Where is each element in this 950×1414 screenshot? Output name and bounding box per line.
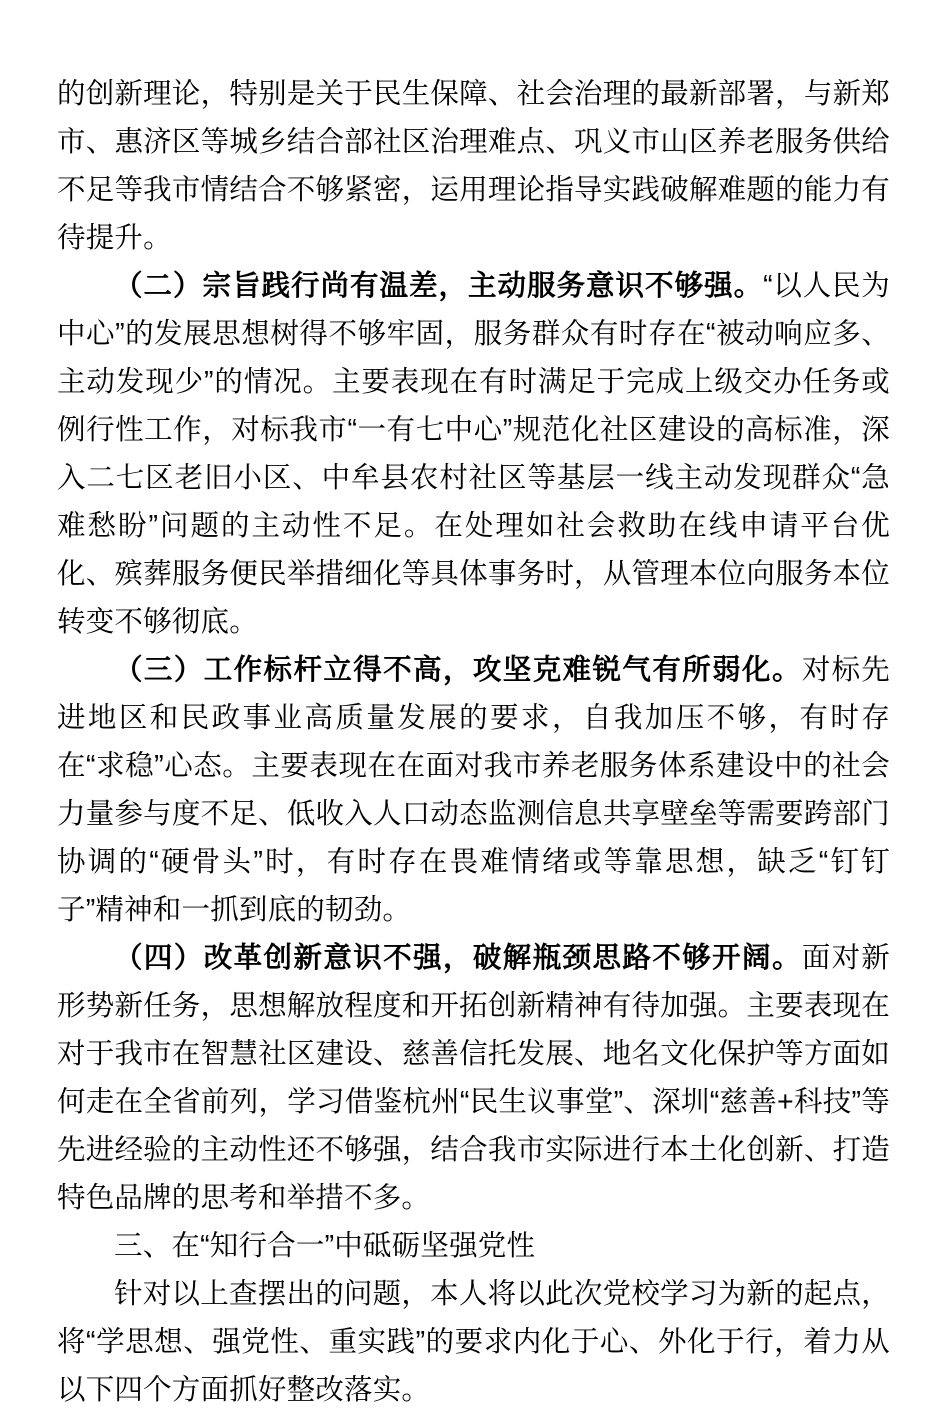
body-paragraph (57, 1270, 890, 1414)
subsection-heading-run: （四）改革创新意识不强，破解瓶颈思路不够开阔。 (114, 942, 802, 974)
text-run: 三、在“知行合一”中砥砺坚强党性 (114, 1230, 536, 1262)
text-run: 的创新理论，特别是关于民生保障、社会治理的最新部署，与新郑市、惠济区等城乡结合部社区治理难点、巩义市山区养老服务供给不足等我市情结合不够紧密，运用理论指导实践破解难题的能力有待提升。 (57, 78, 890, 254)
text-run: 对标先进地区和民政事业高质量发展的要求，自我加压不够，有时存在“求稳”心态。主要表现在在面对我市养老服务体系建设中的社会力量参与度不足、低收入人口动态监测信息共享壁垒等需要跨部门协调的“硬骨头”时，有时存在畏难情绪或等靠思想，缺乏“钉钉子”精神和一抓到底的韧劲。 (57, 654, 890, 926)
section-heading (57, 1222, 890, 1270)
document-body (57, 70, 890, 1414)
body-paragraph (57, 70, 890, 262)
body-paragraph (57, 646, 890, 934)
subsection-heading-run: （三）工作标杆立得不高，攻坚克难锐气有所弱化。 (114, 654, 802, 686)
subsection-heading-run: （二）宗旨践行尚有温差，主动服务意识不够强。 (114, 270, 764, 302)
body-paragraph (57, 262, 890, 646)
text-run: “以人民为中心”的发展思想树得不够牢固，服务群众有时存在“被动响应多、主动发现少”的情况。主要表现在有时满足于完成上级交办任务或例行性工作，对标我市“一有七中心”规范化社区建设的高标准，深入二七区老旧小区、中牟县农村社区等基层一线主动发现群众“急难愁盼”问题的主动性不足。在处理如社会救助在线申请平台优化、殡葬服务便民举措细化等具体事务时，从管理本位向服务本位转变不够彻底。 (57, 270, 890, 638)
body-paragraph (57, 934, 890, 1222)
text-run: 针对以上查摆出的问题，本人将以此次党校学习为新的起点，将“学思想、强党性、重实践”的要求内化于心、外化于行，着力从以下四个方面抓好整改落实。 (57, 1278, 890, 1406)
text-run: 面对新形势新任务，思想解放程度和开拓创新精神有待加强。主要表现在对于我市在智慧社区建设、慈善信托发展、地名文化保护等方面如何走在全省前列，学习借鉴杭州“民生议事堂”、深圳“慈善+科技”等先进经验的主动性还不够强，结合我市实际进行本土化创新、打造特色品牌的思考和举措不多。 (57, 942, 890, 1214)
